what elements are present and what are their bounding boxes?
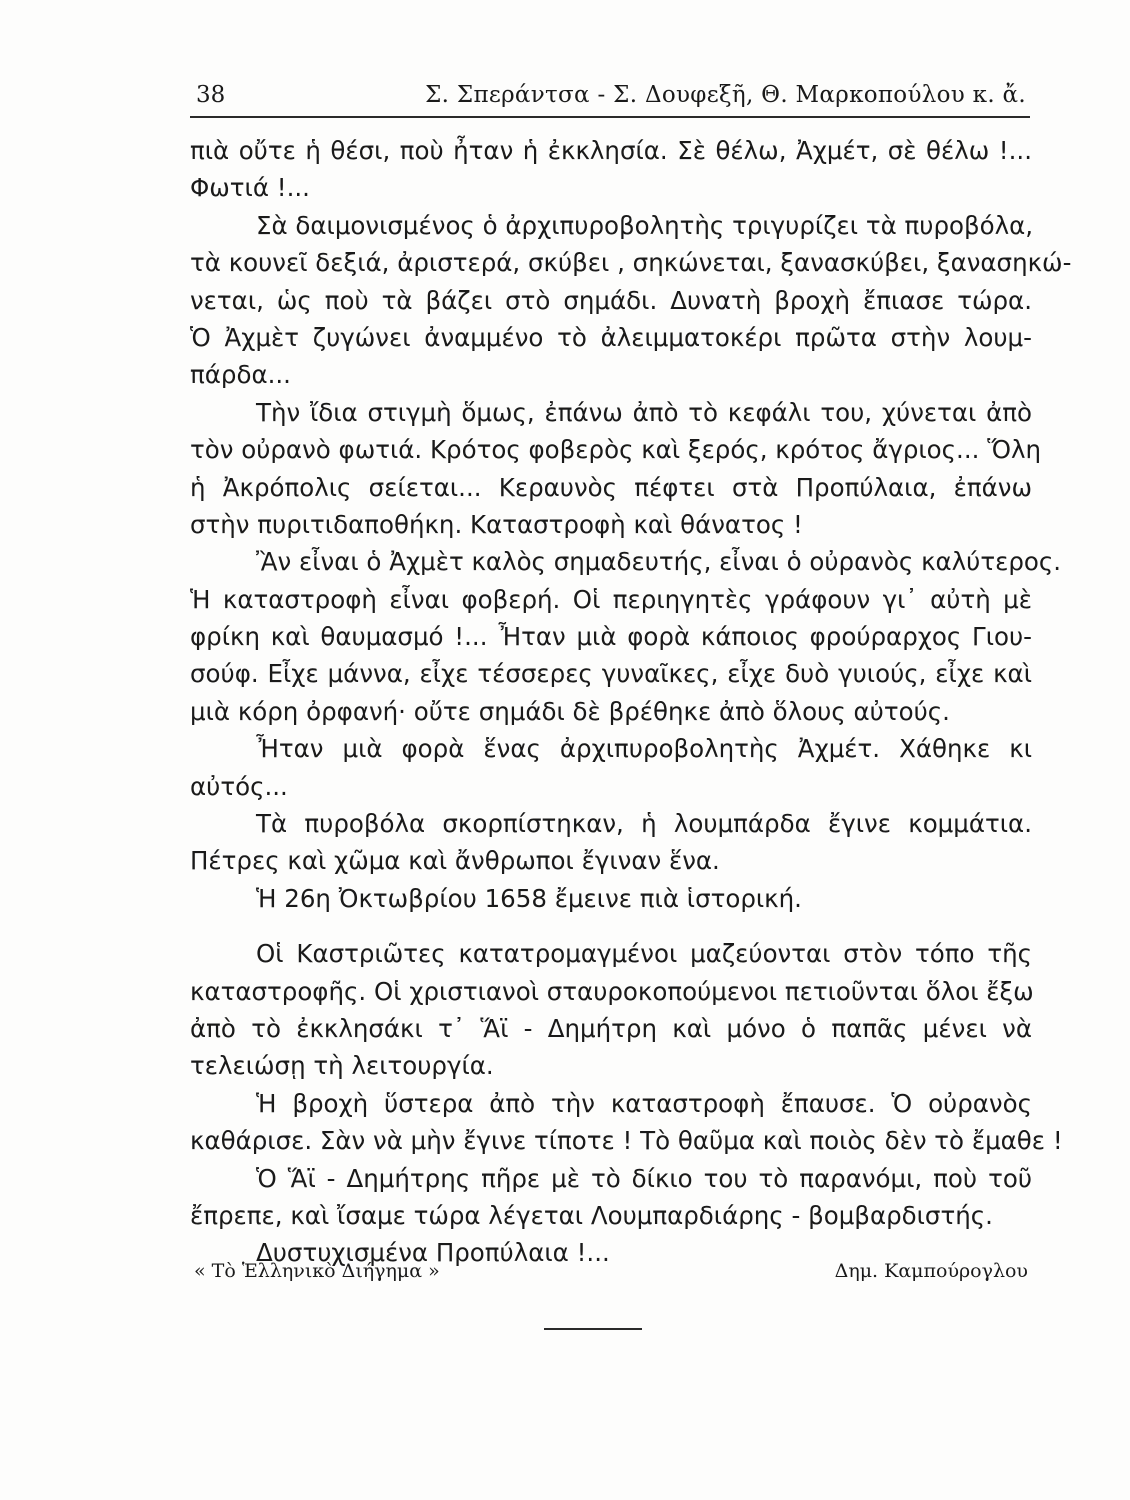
text-line: τὸν οὐρανὸ φωτιά. Κρότος φοβερὸς καὶ ξερός, κρότος ἄγριος... Ὅλη	[190, 435, 1042, 465]
text-line: αὐτός...	[190, 771, 288, 801]
text-line: πιὰ οὔτε ἡ θέσι, ποὺ ἦταν ἡ ἐκκλησία. Σὲ θέλω, Ἀχμέτ, σὲ θέλω !...	[190, 136, 1032, 165]
text-line: σούφ. Εἶχε μάννα, εἶχε τέσσερες γυναῖκες, εἶχε δυὸ γυιούς, εἶχε καὶ	[190, 659, 1032, 689]
text-line: Τὴν ἴδια στιγμὴ ὅμως, ἐπάνω ἀπὸ τὸ κεφάλι του, χύνεται ἀπὸ	[256, 397, 1032, 427]
end-rule	[544, 1328, 642, 1330]
text-line: Ὁ Ἅϊ - Δημήτρης πῆρε μὲ τὸ δίκιο του τὸ παρανόμι, ποὺ τοῦ	[256, 1163, 1032, 1193]
text-line: καταστροφῆς. Οἱ χριστιανοὶ σταυροκοπούμενοι πετιοῦνται ὅλοι ἔξω	[190, 976, 1034, 1006]
source-title: « Τὸ Ἑλληνικὸ Διήγημα »	[194, 1260, 440, 1282]
text-line: τὰ κουνεῖ δεξιά, ἀριστερά, σκύβει , σηκώνεται, ξανασκύβει, ξανασηκώ-	[190, 248, 1072, 278]
text-line: Ὁ Ἀχμὲτ ζυγώνει ἀναμμένο τὸ ἀλειμματοκέρι πρῶτα στὴν λουμ-	[190, 322, 1032, 352]
text-line: καθάρισε. Σὰν νὰ μὴν ἔγινε τίποτε ! Τὸ θαῦμα καὶ ποιὸς δὲν τὸ ἔμαθε !	[190, 1126, 1063, 1156]
text-line: Ἡ 26η Ὀκτωβρίου 1658 ἔμεινε πιὰ ἱστορική.	[256, 883, 802, 913]
text-line: τελειώσῃ τὴ λειτουργία.	[190, 1051, 494, 1081]
text-line: πάρδα...	[190, 360, 291, 390]
text-line: ἀπὸ τὸ ἐκκλησάκι τ᾿ Ἅϊ - Δημήτρη καὶ μόνο ὁ παπᾶς μένει νὰ	[190, 1013, 1032, 1043]
text-line: φρίκη καὶ θαυμασμό !... Ἦταν μιὰ φορὰ κάποιος φρούραρχος Γιου-	[190, 622, 1032, 652]
text-line: Πέτρες καὶ χῶμα καὶ ἄνθρωποι ἔγιναν ἕνα.	[190, 846, 720, 876]
author-name: Δημ. Καμπούρογλου	[834, 1260, 1028, 1282]
text-line: Τὰ πυροβόλα σκορπίστηκαν, ἡ λουμπάρδα ἔγινε κομμάτια.	[256, 809, 1032, 839]
text-line: Οἱ Καστριῶτες κατατρομαγμένοι μαζεύονται στὸν τόπο τῆς	[256, 939, 1032, 969]
text-line: ἡ Ἀκρόπολις σείεται... Κεραυνὸς πέφτει στὰ Προπύλαια, ἐπάνω	[190, 472, 1032, 502]
text-line: Δυστυχισμένα Προπύλαια !...	[256, 1238, 610, 1268]
page-header	[190, 76, 1030, 116]
page-number: 38	[196, 82, 226, 108]
source-attribution	[190, 1260, 1030, 1290]
text-line: μιὰ κόρη ὀρφανή· οὔτε σημάδι δὲ βρέθηκε ἀπὸ ὅλους αὐτούς.	[190, 696, 950, 726]
body-text	[190, 132, 1072, 1272]
paragraph-gap	[190, 917, 1032, 935]
text-line: Φωτιά !...	[190, 173, 310, 203]
text-line: ἔπρεπε, καὶ ἴσαμε τώρα λέγεται Λουμπαρδιάρης - βομβαρδιστής.	[190, 1200, 993, 1230]
text-line: Ἂν εἶναι ὁ Ἀχμὲτ καλὸς σημαδευτής, εἶναι ὁ οὐρανὸς καλύτερος.	[256, 547, 1062, 577]
text-line: Σὰ δαιμονισμένος ὁ ἀρχιπυροβολητὴς τριγυρίζει τὰ πυροβόλα,	[256, 210, 1034, 240]
text-line: στὴν πυριτιδαποθήκη. Καταστροφὴ καὶ θάνατος !	[190, 509, 803, 539]
text-line: Ἡ βροχὴ ὕστερα ἀπὸ τὴν καταστροφὴ ἔπαυσε. Ὁ οὐρανὸς	[256, 1088, 1032, 1118]
running-head: Σ. Σπεράντσα - Σ. Δουφεξῆ, Θ. Μαρκοπούλου κ. ἄ.	[425, 82, 1026, 108]
header-rule	[190, 116, 1030, 118]
text-line: Ἡ καταστροφὴ εἶναι φοβερή. Οἱ περιηγητὲς γράφουν γι᾿ αὐτὴ μὲ	[190, 584, 1032, 614]
text-line: Ἦταν μιὰ φορὰ ἕνας ἀρχιπυροβολητὴς Ἀχμέτ. Χάθηκε κι	[256, 734, 1032, 764]
text-line: νεται, ὡς ποὺ τὰ βάζει στὸ σημάδι. Δυνατὴ βροχὴ ἔπιασε τώρα.	[190, 285, 1032, 315]
